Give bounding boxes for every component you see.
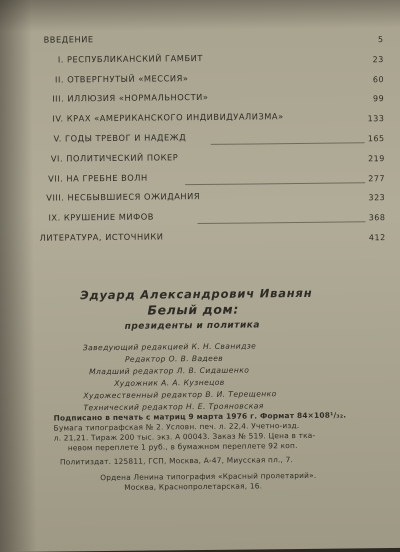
book-subtitle: президенты и политика	[124, 320, 260, 332]
imprint-line: Москва, Краснопролетарская, 16.	[124, 481, 263, 492]
imprint-line: Бумага типографская № 2. Условн. печ. л. 22,4. Учетно-изд.	[53, 420, 300, 433]
imprint-line: невом переплете 1 руб., в бумажном переплете 92 коп.	[67, 441, 298, 453]
dotted-leader	[198, 221, 366, 224]
toc-entry-page: 277	[368, 173, 386, 183]
toc-entry-page: 23	[372, 54, 384, 65]
imprint-line: Ордена Ленина типография «Красный пролетарий».	[100, 470, 317, 483]
toc-entry-title: I. РЕСПУБЛИКАНСКИЙ ГАМБИТ	[57, 52, 203, 65]
toc-entry-page: 323	[368, 193, 386, 203]
credits-block	[0, 340, 400, 413]
toc-entry-page: 219	[368, 153, 385, 164]
toc-entry-title: ВВЕДЕНИЕ	[43, 34, 94, 45]
author-name: Эдуард Александрович Иванян	[80, 285, 313, 303]
credit-line: Редактор О. В. Вадеев	[124, 353, 224, 364]
page-shadow	[0, 0, 400, 32]
toc-entry-title: IX. КРУШЕНИЕ МИФОВ	[48, 211, 155, 223]
toc-entry-page: 133	[367, 114, 385, 124]
imprint-line: Подписано в печать с матриц 9 марта 1976 г. Формат 84×108¹/₃₂.	[53, 410, 347, 423]
toc-entry-title: V. ГОДЫ ТРЕВОГ И НАДЕЖД	[53, 132, 187, 144]
toc-entry-title: VII. НА ГРЕБНЕ ВОЛН	[47, 172, 148, 184]
toc-entry-title: ЛИТЕРАТУРА, ИСТОЧНИКИ	[39, 231, 164, 243]
imprint-line: л. 21,21. Тираж 200 тыс. экз. А 00043. Заказ № 519. Цена в тка-	[53, 430, 316, 443]
credit-line: Заведующий редакцией К. Н. Сванидзе	[82, 341, 257, 353]
book-title: Белый дом:	[147, 301, 239, 318]
toc-entry-title: VIII. НЕСБЫВШИЕСЯ ОЖИДАНИЯ	[46, 191, 201, 204]
credit-line: Художник А. А. Кузнецов	[114, 377, 225, 388]
table-of-contents	[39, 30, 386, 251]
toc-entry-page: 5	[377, 35, 384, 45]
imprint-line: Политиздат. 125811, ГСП, Москва, А-47, Миусская пл., 7.	[59, 455, 294, 467]
toc-entry-title: IV. КРАХ «АМЕРИКАНСКОГО ИНДИВИДУАЛИЗМА»	[52, 111, 284, 124]
credit-line: Младший редактор Л. В. Сидашенко	[89, 365, 250, 377]
toc-entry-page: 165	[367, 134, 385, 144]
toc-entry-page: 60	[372, 74, 385, 84]
toc-entry	[39, 228, 386, 251]
dotted-leader	[211, 142, 365, 145]
page-shadow	[0, 0, 37, 552]
toc-entry-page: 412	[368, 233, 386, 243]
toc-entry-page: 99	[372, 94, 385, 104]
credit-line: Технический редактор Н. Е. Трояновская	[83, 401, 264, 413]
toc-entry-title: II. ОТВЕРГНУТЫЙ «МЕССИЯ»	[54, 72, 189, 85]
toc-entry-title: VI. ПОЛИТИЧЕСКИЙ ПОКЕР	[50, 152, 179, 164]
toc-entry-page: 368	[368, 213, 386, 223]
dotted-leader	[185, 182, 365, 185]
credit-line: Художественный редактор В. И. Терещенко	[83, 389, 277, 401]
toc-entry-title: III. ИЛЛЮЗИЯ «НОРМАЛЬНОСТИ»	[52, 92, 209, 104]
